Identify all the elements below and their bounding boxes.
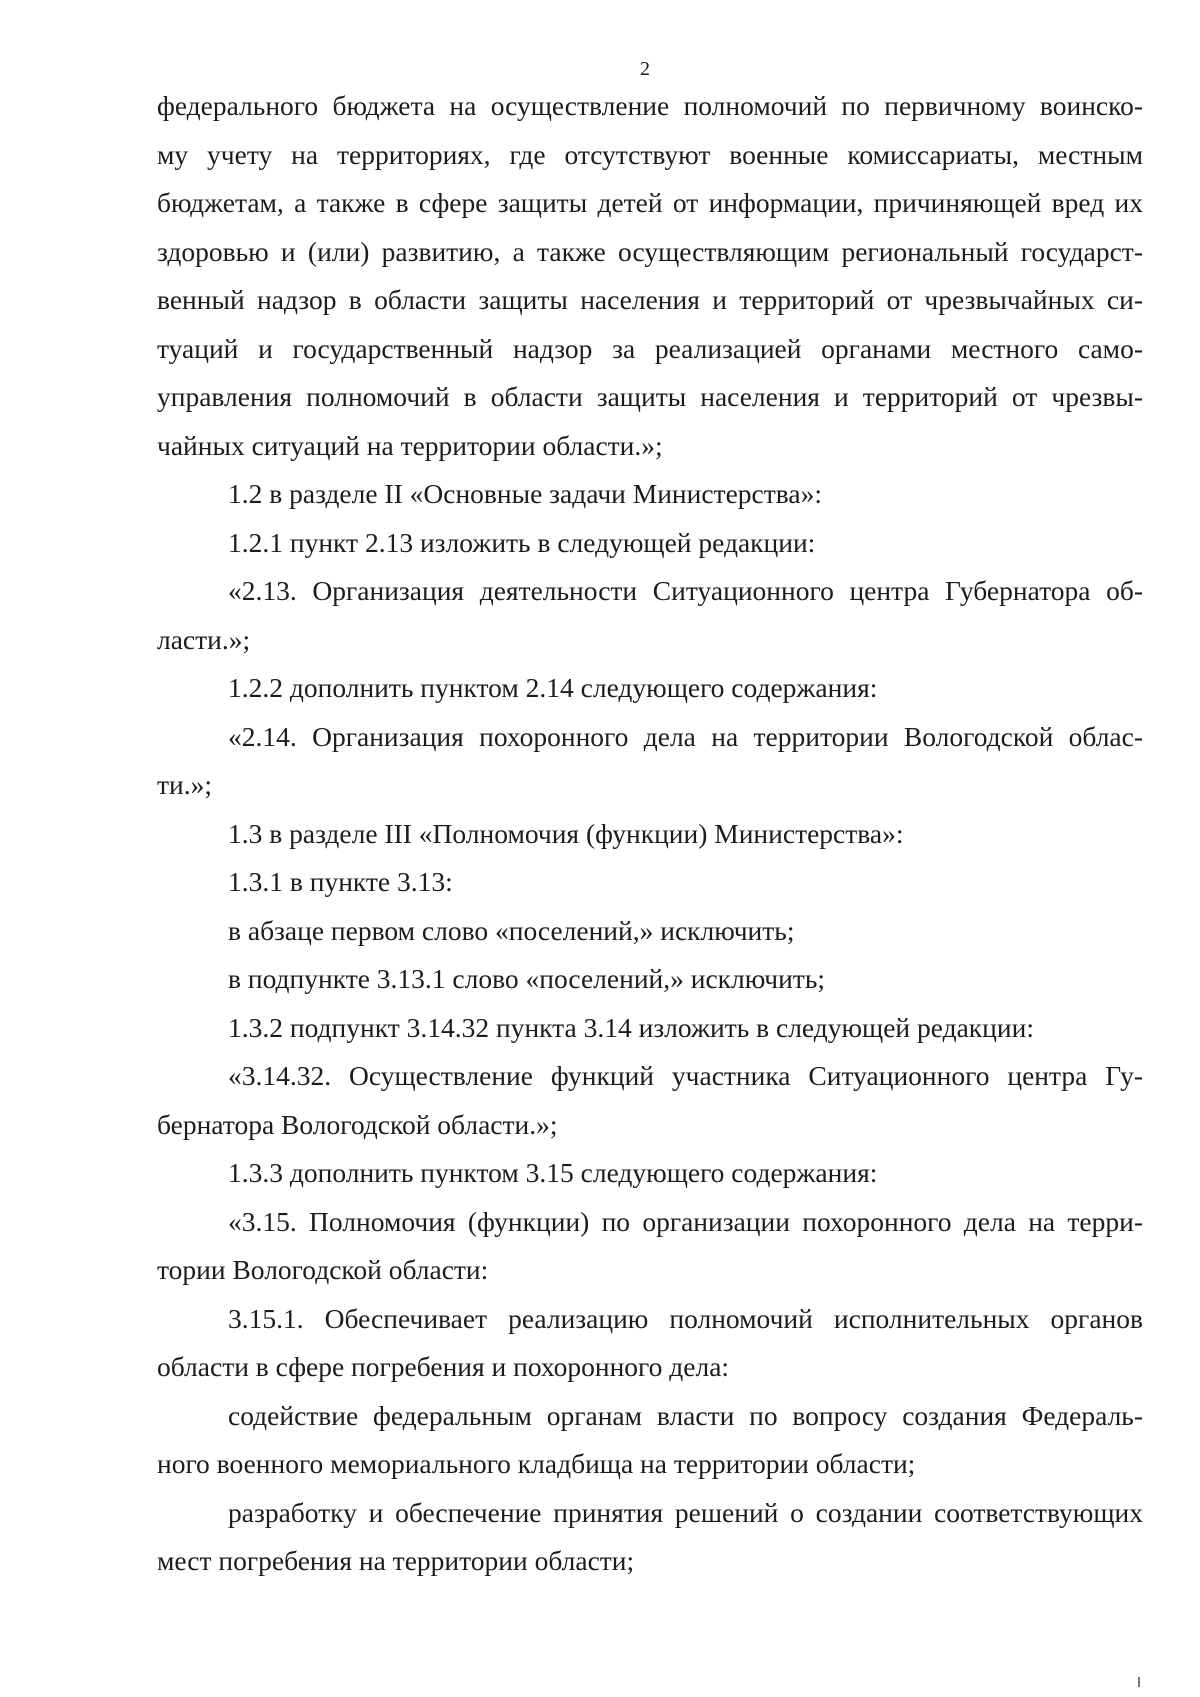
paragraph-line: бюджетам, а также в сфере защиты детей от информации, причиняющей вред их — [157, 187, 1143, 218]
paragraph — [157, 470, 1143, 519]
paragraph — [157, 1004, 1143, 1053]
paragraph-line: ного военного мемориального кладбища на территории области; — [157, 1448, 916, 1479]
paragraph-line: 1.3.2 подпункт 3.14.32 пункта 3.14 изложить в следующей редакции: — [228, 1011, 1034, 1043]
paragraph — [157, 1392, 1143, 1489]
paragraph-line: «2.13. Организация деятельности Ситуационного центра Губернатора об- — [228, 575, 1143, 606]
paragraph-line: федерального бюджета на осуществление полномочий по первичному воинско- — [157, 90, 1143, 121]
paragraph — [157, 1295, 1143, 1392]
scan-mark — [1138, 1677, 1140, 1687]
paragraph-line: ти.»; — [157, 769, 212, 800]
paragraph-line: в абзаце первом слово «поселений,» исключить; — [228, 914, 795, 946]
paragraph-line: «3.14.32. Осуществление функций участника Ситуационного центра Гу- — [228, 1060, 1143, 1091]
paragraph-line: чайных ситуаций на территории области.»; — [157, 429, 663, 461]
paragraph-line: содействие федеральным органам власти по вопросу создания Федераль- — [228, 1399, 1143, 1431]
paragraph — [157, 664, 1143, 713]
paragraph-line: мест погребения на территории области; — [157, 1545, 635, 1576]
paragraph-line: бернатора Вологодской области.»; — [157, 1108, 558, 1140]
paragraph-line: 1.2 в разделе II «Основные задачи Министерства»: — [228, 478, 822, 509]
paragraph-line: 1.3.3 дополнить пунктом 3.15 следующего содержания: — [228, 1157, 878, 1188]
paragraph — [157, 1052, 1143, 1149]
paragraph-line: туаций и государственный надзор за реализацией органами местного само- — [157, 332, 1143, 364]
paragraph-line: ласти.»; — [157, 623, 251, 655]
paragraph — [157, 810, 1143, 859]
paragraph-line: 1.2.1 пункт 2.13 изложить в следующей редакции: — [228, 526, 816, 558]
paragraph-line: тории Вологодской области: — [157, 1254, 489, 1285]
paragraph-line: 1.3.1 в пункте 3.13: — [228, 866, 453, 897]
paragraph-line: управления полномочий в области защиты населения и территорий от чрезвы- — [157, 381, 1143, 412]
paragraph — [157, 955, 1143, 1004]
paragraph-line: венный надзор в области защиты населения и территорий от чрезвычайных си- — [157, 284, 1143, 315]
paragraph-line: «3.15. Полномочия (функции) по организации похоронного дела на терри- — [228, 1205, 1143, 1237]
paragraph — [157, 713, 1143, 810]
paragraph-line: 3.15.1. Обеспечивает реализацию полномочий исполнительных органов — [228, 1302, 1143, 1334]
paragraph — [157, 907, 1143, 956]
paragraph-line: области в сфере погребения и похоронного дела: — [157, 1351, 730, 1382]
paragraph-line: 1.3 в разделе III «Полномочия (функции) Министерства»: — [228, 817, 904, 849]
page-number: 2 — [640, 58, 650, 80]
paragraph — [157, 82, 1143, 470]
paragraph-line: разработку и обеспечение принятия решений о создании соответствующих — [228, 1496, 1143, 1528]
document-body — [157, 82, 1143, 1586]
paragraph-line: здоровью и (или) развитию, а также осуществляющим региональный государст- — [157, 235, 1143, 267]
paragraph — [157, 1489, 1143, 1586]
paragraph-line: му учету на территориях, где отсутствуют военные комиссариаты, местным — [157, 138, 1143, 170]
paragraph-line: 1.2.2 дополнить пунктом 2.14 следующего содержания: — [228, 672, 878, 703]
paragraph-line: в подпункте 3.13.1 слово «поселений,» исключить; — [228, 963, 826, 994]
paragraph — [157, 1149, 1143, 1198]
paragraph — [157, 1198, 1143, 1295]
paragraph-line: «2.14. Организация похоронного дела на территории Вологодской облас- — [228, 720, 1143, 752]
paragraph — [157, 858, 1143, 907]
paragraph — [157, 567, 1143, 664]
paragraph — [157, 519, 1143, 568]
